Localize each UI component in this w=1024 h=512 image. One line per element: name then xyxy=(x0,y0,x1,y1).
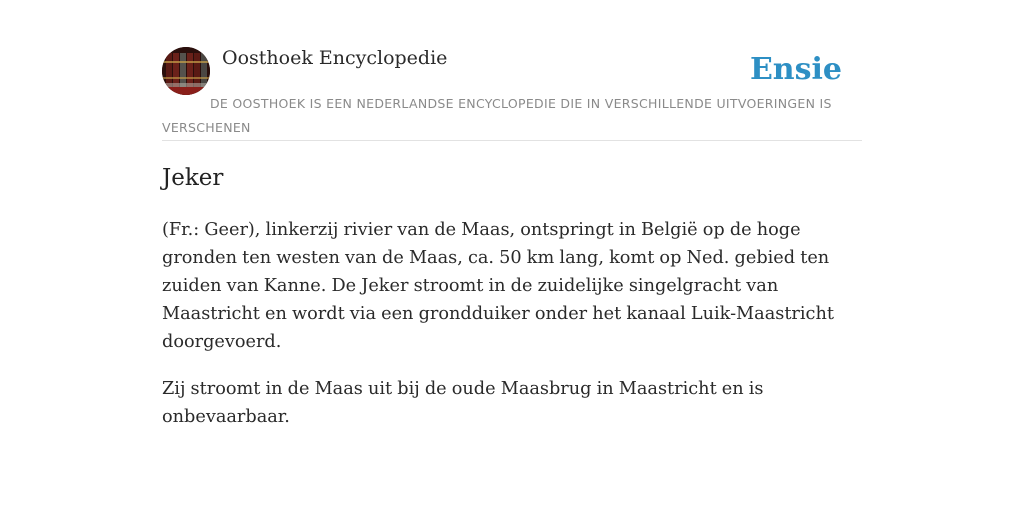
article-paragraph: (Fr.: Geer), linkerzij rivier van de Maas, ontspringt in België op de hoge gronden ten westen van de Maas, ca. 50 km lang, komt op Ned. gebied ten zuiden van Kanne. De Jeker stroomt in de zuidelijke singelgracht van Maastricht en wordt via een grondduiker onder het kanaal Luik-Maastricht doorgevoerd. xyxy=(162,220,834,352)
site-description: DE OOSTHOEK IS EEN NEDERLANDSE ENCYCLOPEDIE DIE IN VERSCHILLENDE UITVOERINGEN IS VERSCHENEN xyxy=(162,96,832,135)
site-header xyxy=(162,46,862,141)
site-name[interactable]: Oosthoek Encyclopedie xyxy=(222,47,448,69)
article-title: Jeker xyxy=(162,165,224,191)
article xyxy=(162,160,864,431)
encyclopedia-books-icon[interactable] xyxy=(162,47,210,95)
article-paragraph: Zij stroomt in de Maas uit bij de oude Maasbrug in Maastricht en is onbevaarbaar. xyxy=(162,379,764,427)
brand-logo[interactable]: Ensie xyxy=(749,52,842,87)
